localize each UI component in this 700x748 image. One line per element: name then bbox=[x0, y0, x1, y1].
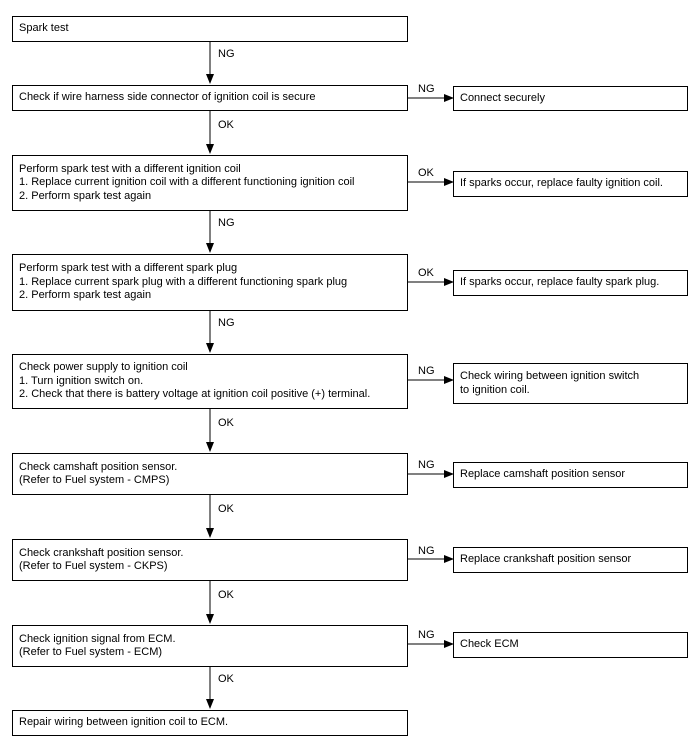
result-box-connect-securely bbox=[453, 86, 688, 111]
step-text: Perform spark test with a different spark plug bbox=[19, 262, 238, 275]
down-label: OK bbox=[218, 417, 234, 429]
down-label: NG bbox=[218, 48, 235, 60]
down-label: OK bbox=[218, 503, 234, 515]
step-text: (Refer to Fuel system - CMPS) bbox=[19, 474, 170, 486]
result-text: Replace camshaft position sensor bbox=[460, 468, 626, 481]
down-label: NG bbox=[218, 317, 235, 329]
step-box-power-supply bbox=[12, 354, 408, 409]
step-text: Perform spark test with a different ignition coil bbox=[19, 162, 241, 175]
step-text: 2. Perform spark test again bbox=[19, 189, 152, 202]
step-box-ecm-signal bbox=[12, 625, 408, 667]
result-box-replace-ckps bbox=[453, 547, 688, 573]
step-box-crankshaft-sensor bbox=[12, 539, 408, 581]
step-text: 1. Replace current spark plug with a different functioning spark plug bbox=[19, 275, 348, 288]
result-text: Check wiring between ignition switch bbox=[460, 370, 640, 382]
step-box-repair-wiring bbox=[12, 710, 408, 736]
side-label: NG bbox=[418, 459, 435, 471]
down-label: OK bbox=[218, 119, 234, 131]
side-label: NG bbox=[418, 365, 435, 377]
side-label: OK bbox=[418, 167, 434, 179]
step-box-camshaft-sensor bbox=[12, 453, 408, 495]
side-label: NG bbox=[418, 629, 435, 641]
step-text: 2. Check that there is battery voltage at ignition coil positive (+) terminal. bbox=[19, 388, 371, 401]
side-label: OK bbox=[418, 267, 434, 279]
result-box-replace-plug bbox=[453, 270, 688, 296]
result-text: Connect securely bbox=[460, 91, 545, 104]
step-text: Check if wire harness side connector of ignition coil is secure bbox=[19, 91, 316, 104]
step-text: Check ignition signal from ECM. bbox=[19, 632, 176, 645]
step-text: 2. Perform spark test again bbox=[19, 289, 152, 302]
down-label: OK bbox=[218, 589, 234, 601]
result-text: Check ECM bbox=[460, 638, 519, 651]
side-label: NG bbox=[418, 83, 435, 95]
result-text: Replace crankshaft position sensor bbox=[460, 553, 632, 566]
step-text: Spark test bbox=[19, 22, 69, 35]
step-text: Check power supply to ignition coil bbox=[19, 361, 188, 374]
result-text: If sparks occur, replace faulty ignition coil. bbox=[460, 177, 663, 190]
step-text: (Refer to Fuel system - ECM) bbox=[19, 646, 163, 658]
result-box-replace-coil bbox=[453, 171, 688, 197]
down-label: NG bbox=[218, 217, 235, 229]
result-box-replace-cmps bbox=[453, 462, 688, 488]
side-label: NG bbox=[418, 545, 435, 557]
result-text: If sparks occur, replace faulty spark plug. bbox=[460, 276, 660, 289]
down-label: OK bbox=[218, 673, 234, 685]
step-box-check-connector bbox=[12, 85, 408, 111]
result-text: to ignition coil. bbox=[460, 383, 530, 396]
step-text: Repair wiring between ignition coil to ECM. bbox=[19, 716, 229, 729]
step-text: (Refer to Fuel system - CKPS) bbox=[19, 560, 168, 572]
step-box-spark-plug-test bbox=[12, 254, 408, 311]
result-box-check-ecm bbox=[453, 632, 688, 658]
step-text: 1. Replace current ignition coil with a different functioning ignition coil bbox=[19, 176, 355, 189]
step-text: Check crankshaft position sensor. bbox=[19, 546, 184, 559]
step-box-spark-test bbox=[12, 16, 408, 42]
step-box-ignition-coil-test bbox=[12, 155, 408, 211]
step-text: Check camshaft position sensor. bbox=[19, 460, 178, 473]
result-box-check-wiring bbox=[453, 363, 688, 404]
step-text: 1. Turn ignition switch on. bbox=[19, 374, 144, 387]
